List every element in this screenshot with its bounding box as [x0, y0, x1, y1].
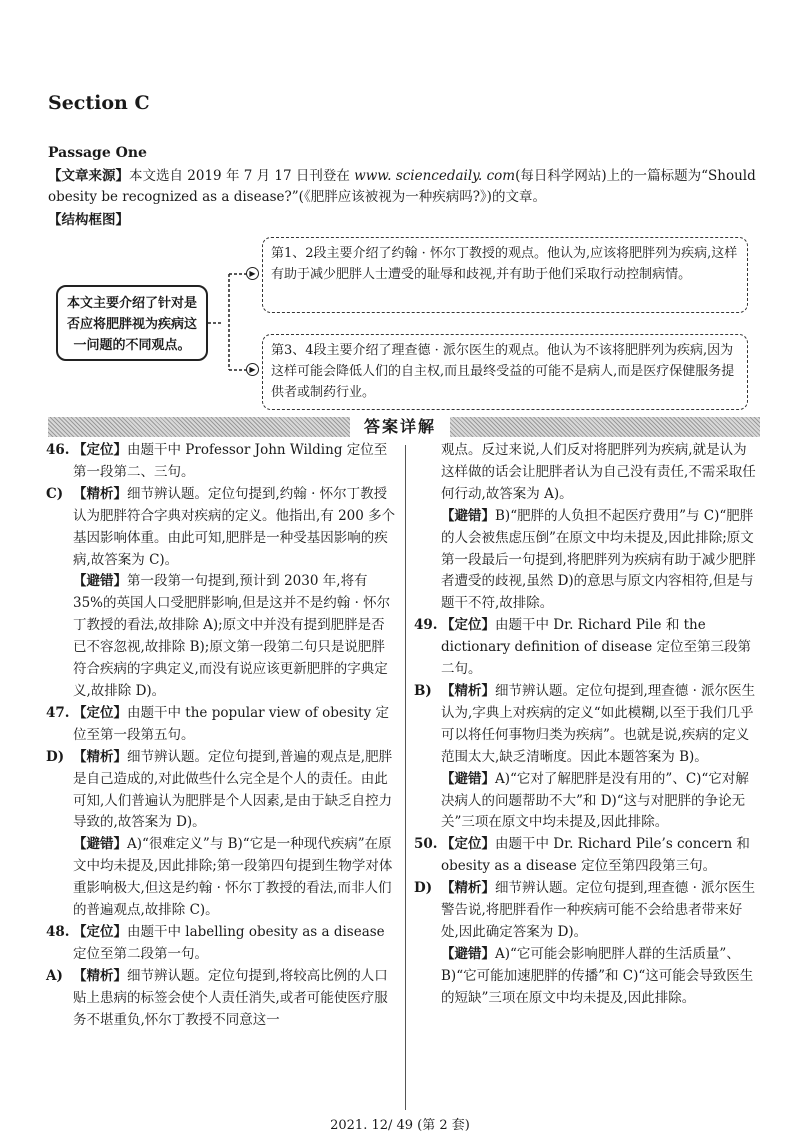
answer-item-continued: [414, 440, 760, 506]
banner-title: 答案详解: [350, 415, 450, 439]
answer-item: [46, 747, 398, 835]
arrow-circle-icon: ▶: [246, 267, 259, 280]
item-tag: 【定位】: [73, 704, 127, 721]
answer-item: [414, 615, 760, 681]
answer-item: [46, 922, 398, 966]
answer-item: [414, 834, 760, 878]
item-tag: 【精析】: [73, 967, 127, 984]
item-tag: 【精析】: [441, 682, 495, 699]
item-label: 50.: [414, 836, 438, 853]
answer-item: [414, 769, 760, 835]
item-tag: 【精析】: [441, 880, 495, 897]
point-box-1: 第1、2段主要介绍了约翰 · 怀尔丁教授的观点。他认为,应该将肥胖列为疾病,这样有助于减少肥胖人士遭受的耻辱和歧视,并有助于他们采取行动控制病情。: [262, 237, 748, 313]
answer-item: [414, 878, 760, 944]
column-divider: [405, 445, 406, 1110]
item-text: 由题干中 Professor John Wilding 定位至第一段第二、三句。: [73, 442, 388, 480]
item-tag: 【定位】: [73, 923, 127, 940]
item-tag: 【定位】: [73, 442, 127, 458]
item-text: 由题干中 the popular view of obesity 定位至第一段第五句。: [73, 704, 389, 743]
item-text: A)“它可能会影响肥胖人群的生活质量”、B)“它可能加速肥胖的传播”和 C)“这可能会导致医生的短缺”三项在原文中均未提及,因此排除。: [441, 945, 754, 1006]
source-pre: 本文选自 2019 年 7 月 17 日刊登在: [129, 168, 355, 184]
item-text: 细节辨认题。定位句提到,约翰 · 怀尔丁教授认为肥胖符合字典对疾病的定义。他指出,有 200 多个基因影响体重。由此可知,肥胖是一种受基因影响的疾病,故答案为 C)。: [73, 485, 396, 568]
summary-box: 本文主要介绍了针对是否应将肥胖视为疾病这一问题的不同观点。: [56, 285, 208, 361]
item-label: 48.: [46, 923, 70, 940]
passage-title: Passage One: [48, 145, 147, 161]
source-tag: 【文章来源】: [48, 168, 129, 184]
item-label: D): [46, 748, 65, 765]
answer-item: [414, 681, 760, 769]
page-footer: 2021. 12/ 49 (第 2 套): [330, 1118, 470, 1133]
item-text: 由题干中 Dr. Richard Pile 和 the dictionary definition of disease 定位至第三段第二句。: [441, 617, 752, 678]
answer-item: [46, 966, 398, 1032]
item-label: A): [46, 967, 63, 984]
answer-item: [414, 944, 760, 1010]
answer-item: [414, 506, 760, 616]
arrow-circle-icon: ▶: [246, 363, 259, 376]
item-text: 细节辨认题。定位句提到,普遍的观点是,肥胖是自己造成的,对此做些什么完全是个人的责任。由此可知,人们普遍认为肥胖是个人因素,是由于缺乏自控力导致的,故答案为 D)。: [73, 748, 393, 831]
item-tag: 【避错】: [441, 945, 495, 962]
item-tag: 【定位】: [441, 836, 495, 853]
item-tag: 【避错】: [441, 507, 495, 524]
item-label: B): [414, 682, 432, 699]
source-url: www. sciencedaily. com: [354, 168, 516, 184]
answer-item: [46, 571, 398, 702]
item-tag: 【精析】: [73, 748, 127, 765]
right-column: [414, 440, 760, 1010]
item-tag: 【定位】: [441, 617, 495, 634]
answer-item: [46, 834, 398, 922]
point-box-2: 第3、4段主要介绍了理查德 · 派尔医生的观点。他认为不该将肥胖列为疾病,因为这样可能会降低人们的自主权,而且最终受益的可能不是病人,而是医疗保健服务提供者或制药行业。: [262, 334, 748, 410]
item-text: 观点。反过来说,人们反对将肥胖列为疾病,就是认为这样做的话会让肥胖者认为自己没有责任,不需采取任何行动,故答案为 A)。: [441, 442, 756, 502]
item-tag: 【避错】: [73, 836, 127, 853]
item-text: 由题干中 Dr. Richard Pile’s concern 和 obesity as a disease 定位至第四段第三句。: [441, 836, 750, 875]
item-tag: 【避错】: [73, 573, 127, 590]
item-text: 第一段第一句提到,预计到 2030 年,将有 35%的英国人口受肥胖影响,但是这并不是约翰 · 怀尔丁教授的看法,故排除 A);原文中并没有提到肥胖是否已不容忽视,故排除 B);原文第一段第二句只是说肥胖符合疾病的字典定义,而没有说应该更新肥胖的字典定义,故排除 D)。: [73, 573, 391, 699]
item-label: 46.: [46, 442, 70, 458]
item-label: 47.: [46, 704, 70, 721]
item-label: D): [414, 880, 433, 897]
item-text: B)“肥胖的人负担不起医疗费用”与 C)“肥胖的人会被焦虑压倒”在原文中均未提及,因此排除;原文第一段最后一句提到,将肥胖列为疾病有助于减少肥胖者遭受的歧视,虽然 D)的意思与原文内容相符,但是与题干不符,故排除。: [441, 507, 756, 612]
left-column: [46, 440, 398, 1031]
item-text: 细节辨认题。定位句提到,理查德 · 派尔医生认为,字典上对疾病的定义“如此模糊,以至于我们几乎可以将任何事物归类为疾病”。也就是说,疾病的定义范围太大,缺乏清晰度。因此本题答案为 B)。: [441, 682, 756, 765]
item-text: 由题干中 labelling obesity as a disease 定位至第二段第一句。: [73, 923, 385, 962]
answer-item: [46, 484, 398, 572]
answer-item: [46, 440, 398, 484]
item-tag: 【避错】: [441, 770, 495, 787]
item-text: A)“很难定义”与 B)“它是一种现代疾病”在原文中均未提及,因此排除;第一段第四句提到生物学对体重影响极大,但这是约翰 · 怀尔丁教授的看法,而非人们的普遍观点,故排除 C)。: [73, 836, 393, 919]
source-paragraph: [48, 166, 760, 208]
source-post: (每日科学网站)上的一篇标题为“Should obesity be recognized as a disease?”(《肥胖应该被视为一种疾病吗?》)的文章。: [48, 168, 756, 205]
item-text: 细节辨认题。定位句提到,理查德 · 派尔医生警告说,将肥胖看作一种疾病可能不会给患者带来好处,因此确定答案为 D)。: [441, 880, 756, 940]
answer-item: [46, 703, 398, 747]
item-tag: 【精析】: [73, 485, 127, 502]
item-text: 细节辨认题。定位句提到,将较高比例的人口贴上患病的标签会使个人责任消失,或者可能使医疗服务不堪重负,怀尔丁教授不同意这一: [73, 967, 388, 1028]
item-label: 49.: [414, 617, 438, 634]
section-title: Section C: [48, 92, 150, 114]
structure-tag: 【结构框图】: [48, 212, 129, 228]
item-label: C): [46, 485, 64, 502]
item-text: A)“它对了解肥胖是没有用的”、C)“它对解决病人的问题帮助不大”和 D)“这与对肥胖的争论无关”三项在原文中均未提及,因此排除。: [441, 770, 749, 831]
